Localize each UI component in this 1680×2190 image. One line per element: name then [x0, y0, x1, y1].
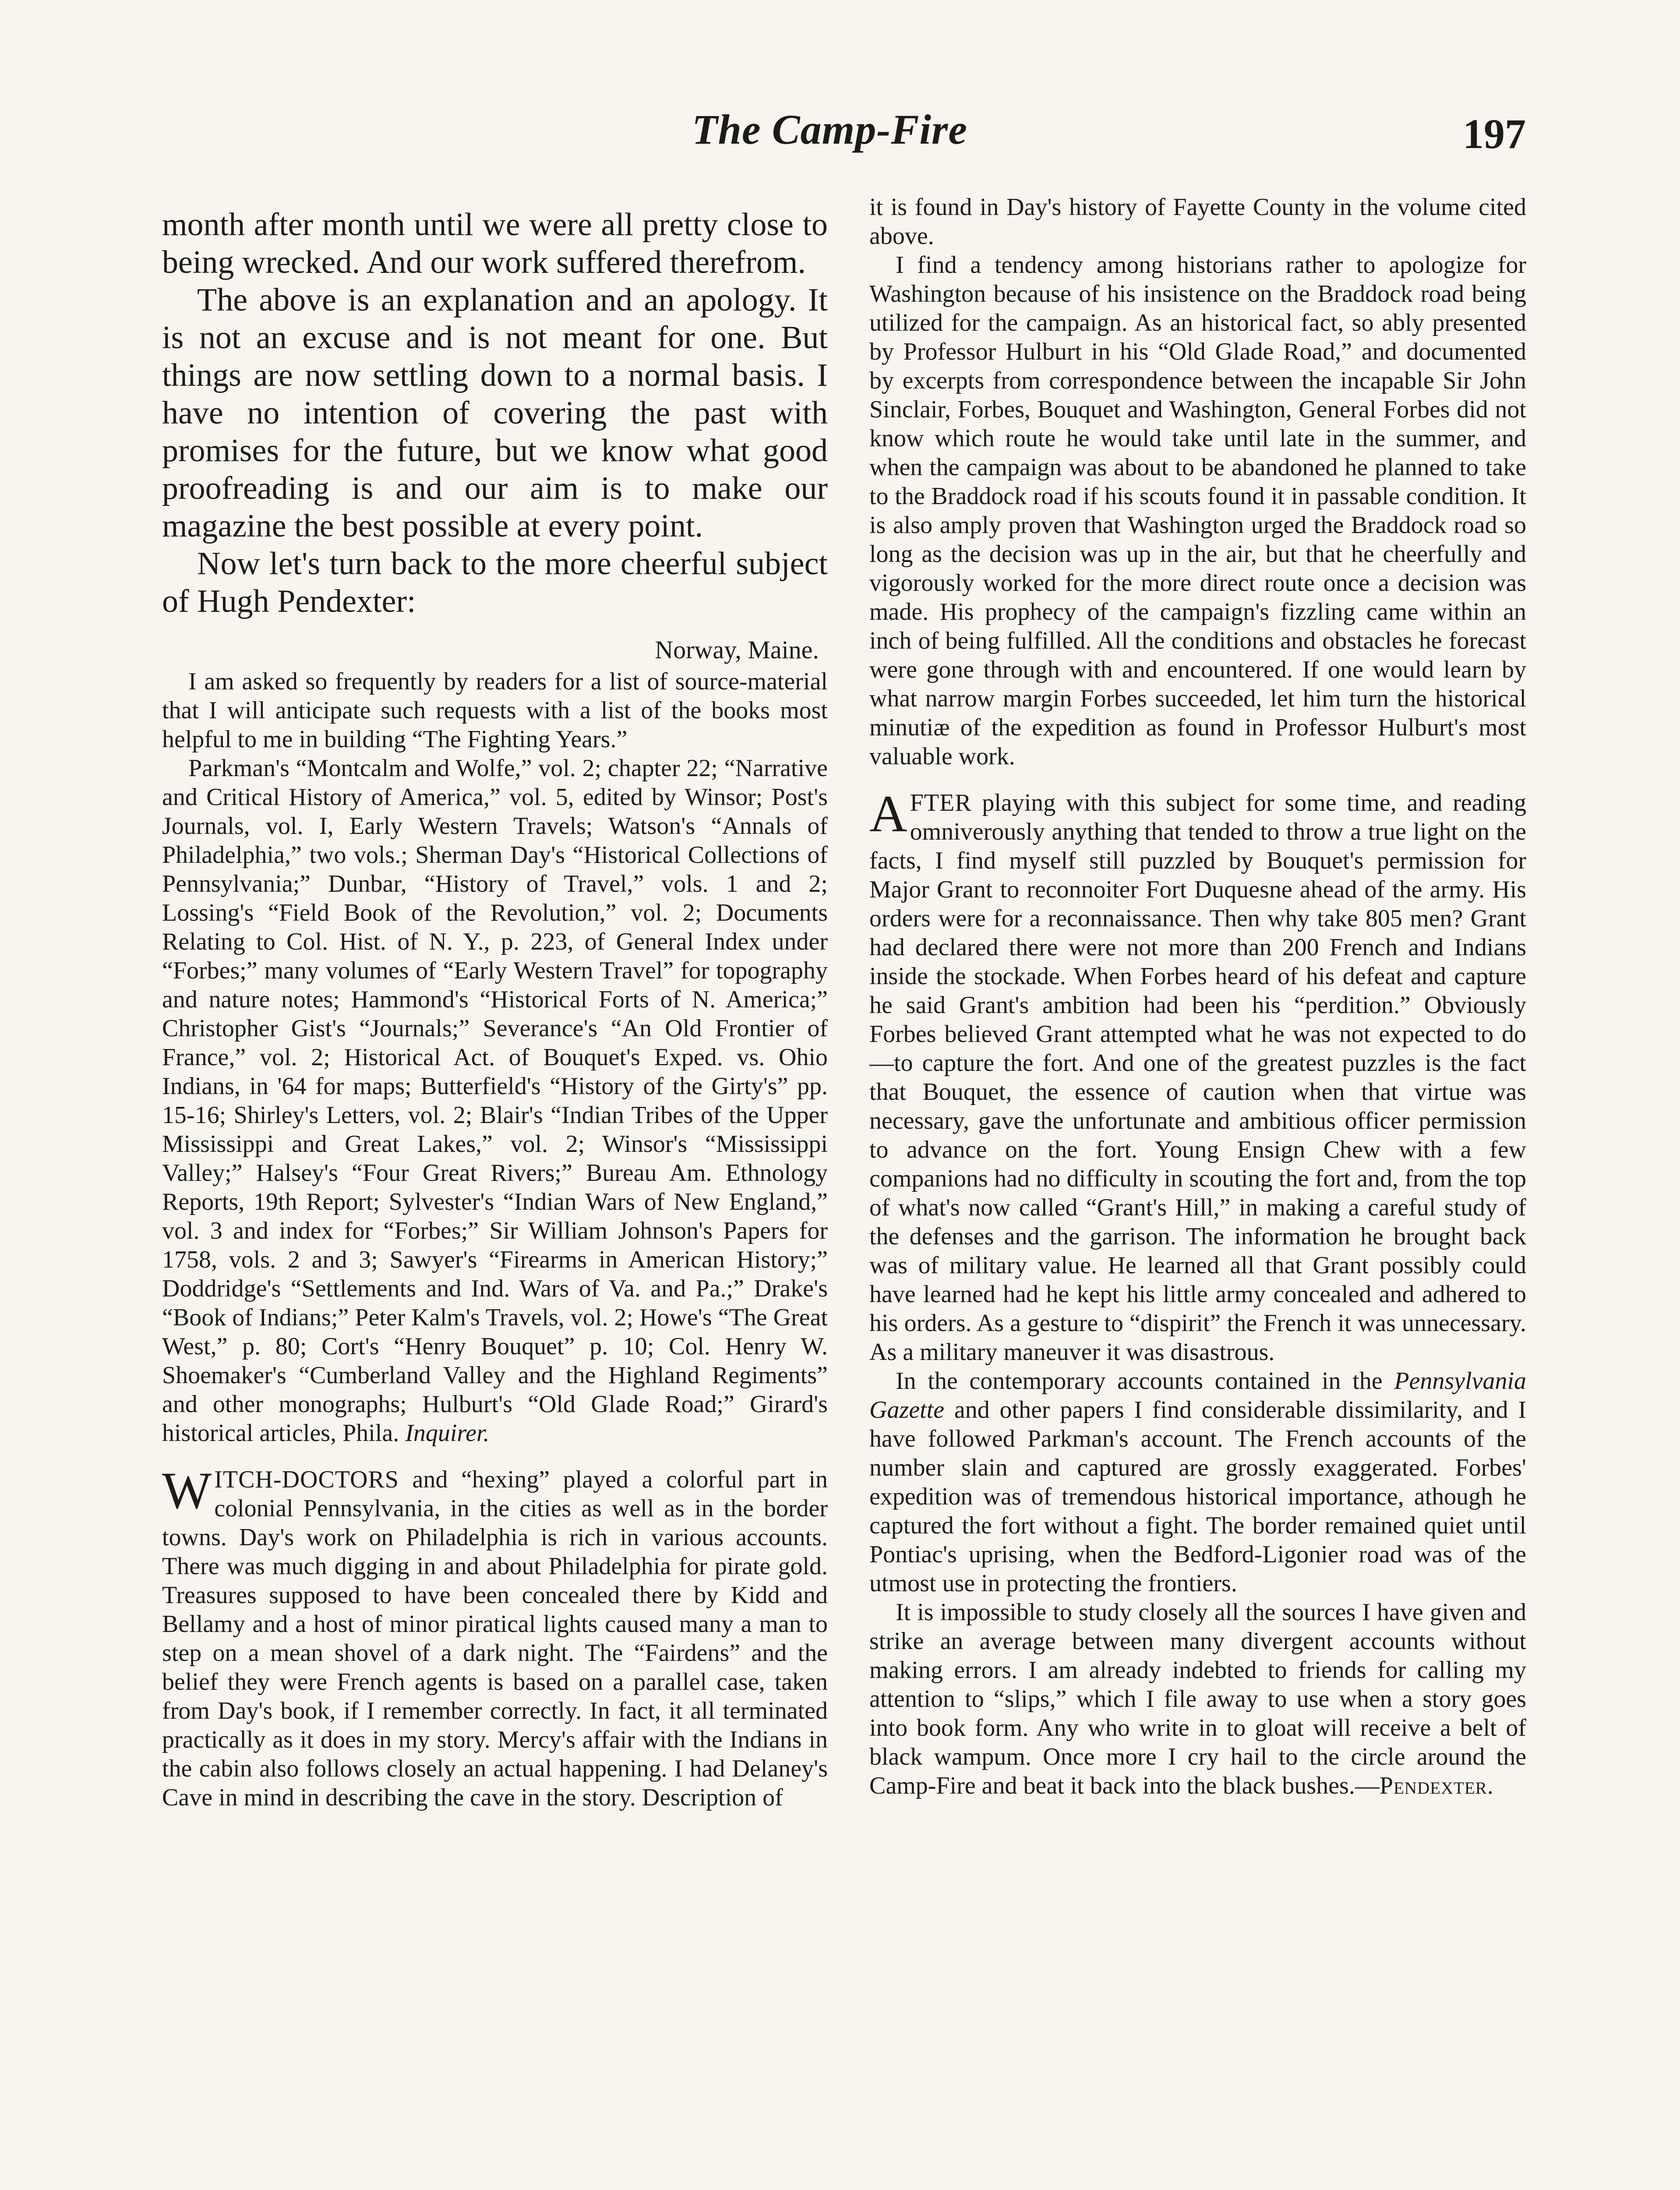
- inquirer-italic: Inquirer.: [405, 1420, 490, 1447]
- running-title: The Camp-Fire: [692, 106, 967, 153]
- washington-paragraph: I find a tendency among historians rather to apologize for Washington because of his insistence on the Braddock road being utilized for the campaign. As an historical fact, so ably presented by Professor Hulburt in his “Old Glade Road,” and documented by excerpts from correspondence between the incapable Sir John Sinclair, Forbes, Bouquet and Washington, General Forbes did not know which route he would take until late in the summer, and when the campaign was about to be abandoned he planned to take to the Braddock road if his scouts found it in passable condition. It is also amply proven that Washington urged the Braddock road so long as the decision was up in the air, but that he cheerfully and vigorously worked for the more direct route once a decision was made. His prophecy of the campaign's fizzling came within an inch of being fulfilled. All the conditions and obstacles he forecast were gone through with and encountered. If one would learn by what narrow margin Forbes succeeded, let him turn the historical minutiæ of the expedition as found in Professor Hulburt's most valuable work.: [869, 251, 1526, 770]
- letter-paragraph: I am asked so frequently by readers for a list of source-material that I will anticipate such requests with a list of the books most helpful to me in building “The Fighting Years.”: [162, 668, 828, 753]
- gazette-paragraph: [869, 1367, 1526, 1598]
- lead-in-caps: ITCH-DOCTORS: [214, 1466, 399, 1493]
- after-section: [869, 784, 1526, 1800]
- continuation-paragraph: it is found in Day's history of Fayette County in the volume cited above.: [869, 194, 1526, 250]
- witch-doctors-text: and “hexing” played a colorful part in colonial Pennsylvania, in the cities as well as in the border towns. Day's work on Philadelphia is rich in various accounts. There was much digging in and about Philadelphia for pirate gold. Treasures supposed to have been concealed there by Kidd and Bellamy and a host of minor piratical lights caused many a man to step on a mean shovel of a dark night. The “Fairdens” and the belief they were French agents is based on a parallel case, taken from Day's book, if I remember correctly. In fact, it all terminated practically as it does in my story. Mercy's affair with the Indians in the cabin also follows closely an actual happening. I had Delaney's Cave in mind in describing the cave in the story. Description of: [162, 1466, 828, 1811]
- after-text: playing with this subject for some time, and reading omniverously anything that tended to throw a true light on the facts, I find myself still puzzled by Bouquet's permission for Major Grant to reconnoiter Fort Duquesne ahead of the army. His orders were for a reconnaissance. Then why take 805 men? Grant had declared there were not more than 200 French and Indians inside the stockade. When Forbes heard of his defeat and capture he said Grant's ambition had been his “perdition.” Obviously Forbes believed Grant attempted what he was not expected to do—to capture the fort. And one of the greatest puzzles is the fact that Bouquet, the essence of caution when that virtue was necessary, gave the unfortunate and ambitious officer permission to advance on the fort. Young Ensign Chew with a few companions had no difficulty in scouting the fort and, from the top of what's now called “Grant's Hill,” in making a careful study of the defenses and the garrison. The information he brought back was of military value. He learned all that Grant possibly could have learned had he kept his little army concealed and adhered to his orders. As a gesture to “dispirit” the French it was unnecessary. As a military maneuver it was disastrous.: [869, 789, 1526, 1366]
- letter-dateline: Norway, Maine.: [655, 636, 819, 664]
- drop-cap: W: [162, 1461, 212, 1519]
- gazette-text-before: In the contemporary accounts contained in the: [896, 1367, 1394, 1395]
- intro-paragraph: Now let's turn back to the more cheerful subject of Hugh Pendexter:: [162, 546, 828, 619]
- witch-doctors-section: [162, 1461, 828, 1812]
- after-paragraph: [869, 784, 1526, 1367]
- lead-in-caps: FTER: [910, 789, 972, 816]
- left-column: [162, 206, 828, 1812]
- signature: Pendexter.: [1379, 1772, 1494, 1799]
- intro-paragraph: month after month until we were all pretty close to being wrecked. And our work suffered therefrom.: [162, 207, 828, 280]
- right-column: [869, 193, 1526, 1800]
- closing-paragraph: [869, 1598, 1526, 1800]
- page-number: 197: [1463, 110, 1526, 157]
- intro-paragraph: The above is an explanation and an apology. It is not an excuse and is not meant for one. But things are now settling down to a normal basis. I have no intention of covering the past with promises for the future, but we know what good proofreading is and our aim is to make our magazine the best possible at every point.: [162, 282, 828, 544]
- pendexter-letter: [162, 667, 828, 1812]
- closing-text: It is impossible to study closely all the sources I have given and strike an average between many divergent accounts without making errors. I am already indebted to friends for calling my attention to “slips,” which I file away to use when a story goes into book form. Any who write in to gloat will receive a belt of black wampum. Once more I cry hail to the circle around the Camp-Fire and beat it back into the black bushes.—: [869, 1599, 1526, 1799]
- source-list-paragraph: [162, 754, 828, 1448]
- gazette-text-after: and other papers I find considerable dissimilarity, and I have followed Parkman's account. The French accounts of the number slain and captured are grossly exaggerated. Forbes' expedition was of tremendous historical importance, athough he captured the fort without a fight. The border remained quiet until Pontiac's uprising, when the Bedford-Ligonier road was of the utmost use in protecting the frontiers.: [869, 1396, 1526, 1597]
- editor-intro: [162, 206, 828, 620]
- witch-doctors-paragraph: [162, 1461, 828, 1812]
- drop-cap: A: [869, 784, 907, 843]
- gazette-title-italic: Pennsylvania Gazette: [869, 1367, 1526, 1424]
- source-list-text: Parkman's “Montcalm and Wolfe,” vol. 2; chapter 22; “Narrative and Critical History of America,” vol. 5, edited by Winsor; Post's Journals, vol. I, Early Western Travels; Watson's “Annals of Philadelphia,” two vols.; Sherman Day's “Historical Collections of Pennsylvania;” Dunbar, “History of Travel,” vols. 1 and 2; Lossing's “Field Book of the Revolution,” vol. 2; Documents Relating to Col. Hist. of N. Y., p. 223, of General Index under “Forbes;” many volumes of “Early Western Travel” for topography and nature notes; Hammond's “Historical Forts of N. America;” Christopher Gist's “Journals;” Severance's “An Old Frontier of France,” vol. 2; Historical Act. of Bouquet's Exped. vs. Ohio Indians, in '64 for maps; Butterfield's “History of the Girty's” pp. 15-16; Shirley's Letters, vol. 2; Blair's “Indian Tribes of the Upper Mississippi and Great Lakes,” vol. 2; Winsor's “Mississippi Valley;” Halsey's “Four Great Rivers;” Bureau Am. Ethnology Reports, 19th Report; Sylvester's “Indian Wars of New England,” vol. 3 and index for “Forbes;” Sir William Johnson's Papers for 1758, vols. 2 and 3; Sawyer's “Firearms in American History;” Doddridge's “Settlements and Ind. Wars of Va. and Pa.;” Drake's “Book of Indians;” Peter Kalm's Travels, vol. 2; Howe's “The Great West,” p. 80; Cort's “Henry Bouquet” p. 10; Col. Henry W. Shoemaker's “Cumberland Valley and the Highland Regiments” and other monographs; Hulburt's “Old Glade Road;” Girard's historical articles, Phila.: [162, 755, 828, 1447]
